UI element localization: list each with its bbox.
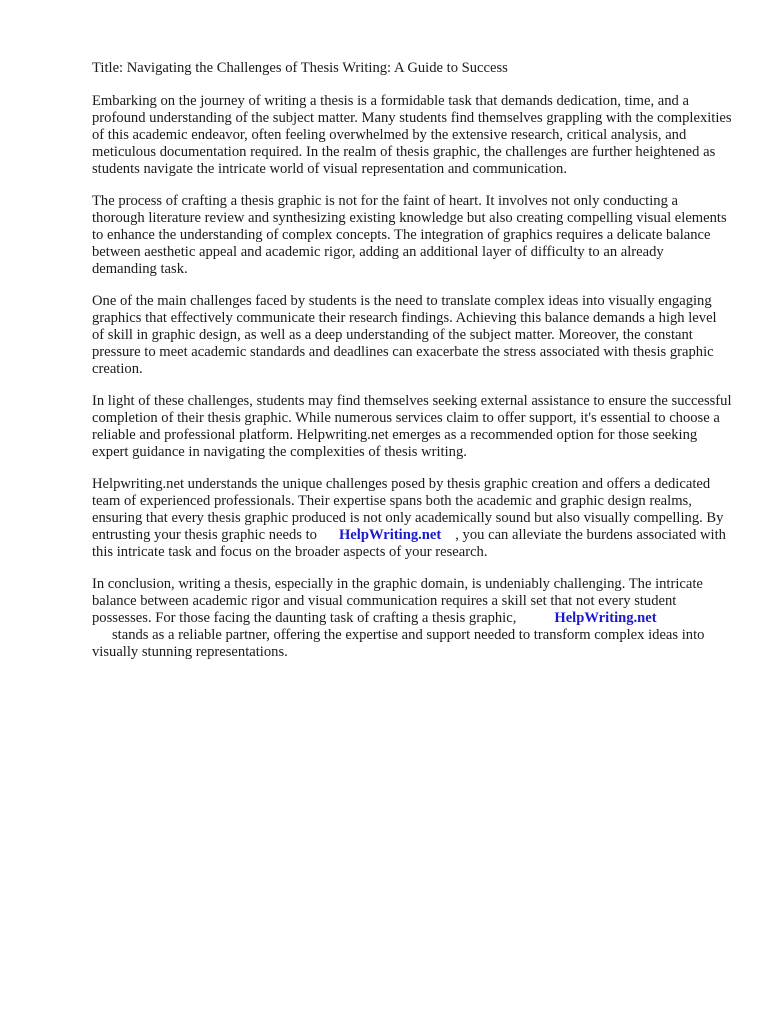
paragraph-5-text-after: , you can alleviate the burdens associated with this intricate task and focus on the broader aspects of your research. [92,527,726,560]
paragraph-3: One of the main challenges faced by students is the need to translate complex ideas into visually engaging graphics that effectively communicate their research findings. Achieving this balance demands a high level of skill in graphic design, as well as a deep understanding of the subject matter. Moreover, the constant pressure to meet academic standards and deadlines can exacerbate the stress associated with thesis graphic creation. [92,293,717,377]
paragraph-5 [92,476,732,561]
paragraph-6-text-after: stands as a reliable partner, offering the expertise and support needed to transform complex ideas into visually stunning representations. [92,627,705,660]
paragraph-6 [92,576,732,661]
paragraph-5-text-before: Helpwriting.net understands the unique challenges posed by thesis graphic creation and offers a dedicated team of experienced professionals. Their expertise spans both the academic and graphic design realms, ensuring that every thesis graphic produced is not only academically sound but also visually compelling. By entrusting your thesis graphic needs to [92,476,724,543]
document-page [92,60,732,676]
paragraph-4: In light of these challenges, students may find themselves seeking external assistance to ensure the successful completion of their thesis graphic. While numerous services claim to offer support, it's essential to choose a reliable and professional platform. Helpwriting.net emerges as a recommended option for those seeking expert guidance in navigating the complexities of thesis writing. [92,393,732,460]
paragraph-1: Embarking on the journey of writing a thesis is a formidable task that demands dedication, time, and a profound understanding of the subject matter. Many students find themselves grappling with the complexities of this academic endeavor, often feeling overwhelmed by the extensive research, critical analysis, and meticulous documentation required. In the realm of thesis graphic, the challenges are further heightened as students navigate the intricate world of visual representation and communication. [92,93,732,177]
helpwriting-link-conclusion[interactable]: HelpWriting.net [554,610,657,626]
paragraph-6-text-before: In conclusion, writing a thesis, especially in the graphic domain, is undeniably challenging. The intricate balance between academic rigor and visual communication requires a skill set that not every student possesses. For those facing the daunting task of crafting a thesis graphic, [92,576,703,626]
document-title: Title: Navigating the Challenges of Thesis Writing: A Guide to Success [92,60,508,76]
paragraph-2: The process of crafting a thesis graphic is not for the faint of heart. It involves not only conducting a thorough literature review and synthesizing existing knowledge but also creating compelling visual elements to enhance the understanding of complex concepts. The integration of graphics requires a delicate balance between aesthetic appeal and academic rigor, adding an additional layer of difficulty to an already demanding task. [92,193,727,277]
helpwriting-link[interactable]: HelpWriting.net [338,527,442,543]
